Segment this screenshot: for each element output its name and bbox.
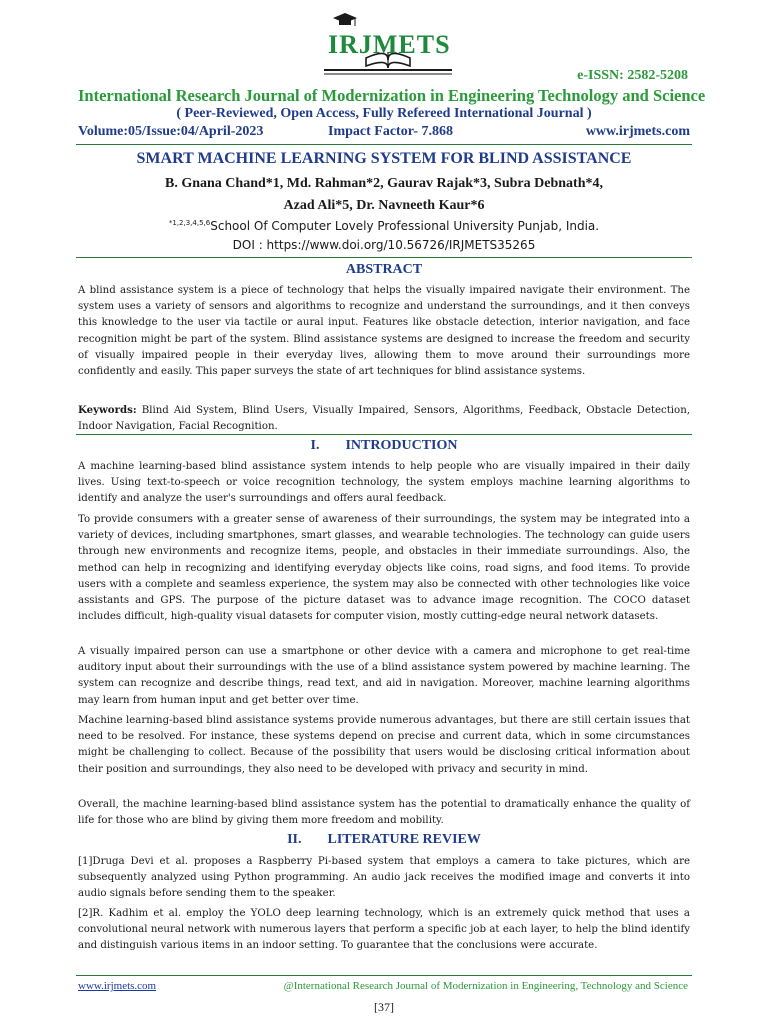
abstract-divider (76, 434, 692, 435)
footer-website-link[interactable]: www.irjmets.com (78, 980, 157, 992)
journal-logo (318, 12, 458, 78)
literature-paragraph-1: [1]Druga Devi et al. proposes a Raspberry Pi-based system that employs a camera to take pictures, which are subsequently analyzed using Python programming. An audio jack receives the modified image and converts it into audio signals before sending them to the speaker. (78, 856, 690, 900)
intro-paragraph-1: A machine learning-based blind assistance system intends to help people who are visually impaired in their daily lives. Using text-to-speech or voice recognition technology, the system employs machine learning algorithms to identify and analyze the user's surroundings and offers aural feedback. (78, 461, 690, 505)
eissn: e-ISSN: 2582-5208 (577, 68, 688, 83)
affiliation: $^{*1,2,3,4,5,6}$School Of Computer Lovely Professional University Punjab, India. (168, 219, 600, 233)
impact-factor: Impact Factor- 7.868 (328, 124, 454, 139)
literature-paragraph-2: [2]R. Kadhim et al. employ the YOLO deep learning technology, which is an extremely quick method that uses a convolutional neural network with numerous layers that perform a specific job at each layer, to help the blind identify and distinguish various items in an indoor setting. To guarantee that the conclusions were accurate. (78, 908, 690, 952)
affiliation-markers: *1,2,3,4,5,6 (168, 219, 211, 227)
keywords-label: Keywords: (78, 404, 137, 416)
logo-text: IRJMETS (328, 30, 451, 59)
issue-info-row (78, 124, 690, 142)
abstract-text: A blind assistance system is a piece of technology that helps the visually impaired navigate their environment. The system uses a variety of sensors and algorithms to recognize and understand the surroundings, and it then conveys this knowledge to the user via tactile or aural input. Features like obstacle detection, interior navigation, and face recognition might be part of the system. Blind assistance systems are designed to increase the freedom and security of visually impaired people in their everyday lives, allowing them to move around their surroundings more confidently and easily. This paper surveys the state of art techniques for blind assistance systems. (78, 285, 690, 378)
intro-paragraph-2: To provide consumers with a greater sense of awareness of their surroundings, the system may be integrated into a variety of devices, including smartphones, smart glasses, and wearable technologies. The technology can guide users through new environments and recognize items, people, and obstacles in their immediate surroundings. Also, the method can help in recognizing and identifying everyday objects like coins, road signs, and food items. To provide users with a complete and seamless experience, the system may also be connected with other technologies like voice assistants and GPS. The purpose of the picture dataset was to advance image recognition. The COCO dataset includes difficult, high-quality visual datasets for computer vision, mostly cutting-edge neural network datasets. (78, 514, 690, 623)
footer-copyright: @International Research Journal of Modernization in Engineering, Technology and Science (283, 980, 688, 992)
header-divider (76, 144, 692, 145)
doi[interactable]: DOI : https://www.doi.org/10.56726/IRJMETS35265 (232, 238, 536, 252)
peer-review-line: ( Peer-Reviewed, Open Access, Fully Refereed International Journal ) (176, 106, 592, 121)
website-link[interactable]: www.irjmets.com (585, 124, 690, 139)
keywords: Keywords: Blind Aid System, Blind Users, Visually Impaired, Sensors, Algorithms, Feedback, Obstacle Detection, Indoor Navigation, Facial Recognition. (78, 404, 690, 433)
intro-paragraph-4: Machine learning-based blind assistance systems provide numerous advantages, but there are still certain issues that need to be resolved. For instance, these systems depend on precise and current data, which in some circumstances might be challenging to collect. Because of the possibility that users would be disclosing critical information about their position and surroundings, they also need to be developed with privacy and security in mind. (78, 715, 690, 775)
introduction-heading: I. INTRODUCTION (310, 438, 458, 453)
authors-line-1: B. Gnana Chand*1, Md. Rahman*2, Gaurav Rajak*3, Subra Debnath*4, (165, 176, 603, 191)
page-number: [37] (374, 1000, 394, 1014)
paper-title: SMART MACHINE LEARNING SYSTEM FOR BLIND ASSISTANCE (136, 150, 632, 167)
volume-issue: Volume:05/Issue:04/April-2023 (78, 124, 264, 139)
literature-heading: II. LITERATURE REVIEW (287, 832, 481, 847)
intro-paragraph-3: A visually impaired person can use a smartphone or other device with a camera and microphone to get real-time auditory input about their surroundings with the use of a blind assistance system powered by machine learning. The system can recognize and describe things, read text, and aid in navigation. Moreover, machine learning algorithms may learn from human input and get better over time. (78, 646, 690, 706)
footer-divider (76, 975, 692, 976)
authors-line-2: Azad Ali*5, Dr. Navneeth Kaur*6 (283, 198, 485, 213)
intro-paragraph-5: Overall, the machine learning-based blind assistance system has the potential to dramatically enhance the quality of life for those who are blind by giving them more freedom and mobility. (78, 799, 690, 827)
doi-divider (76, 257, 692, 258)
journal-name: International Research Journal of Modernization in Engineering Technology and Science (78, 86, 706, 105)
abstract-heading: ABSTRACT (345, 262, 423, 277)
